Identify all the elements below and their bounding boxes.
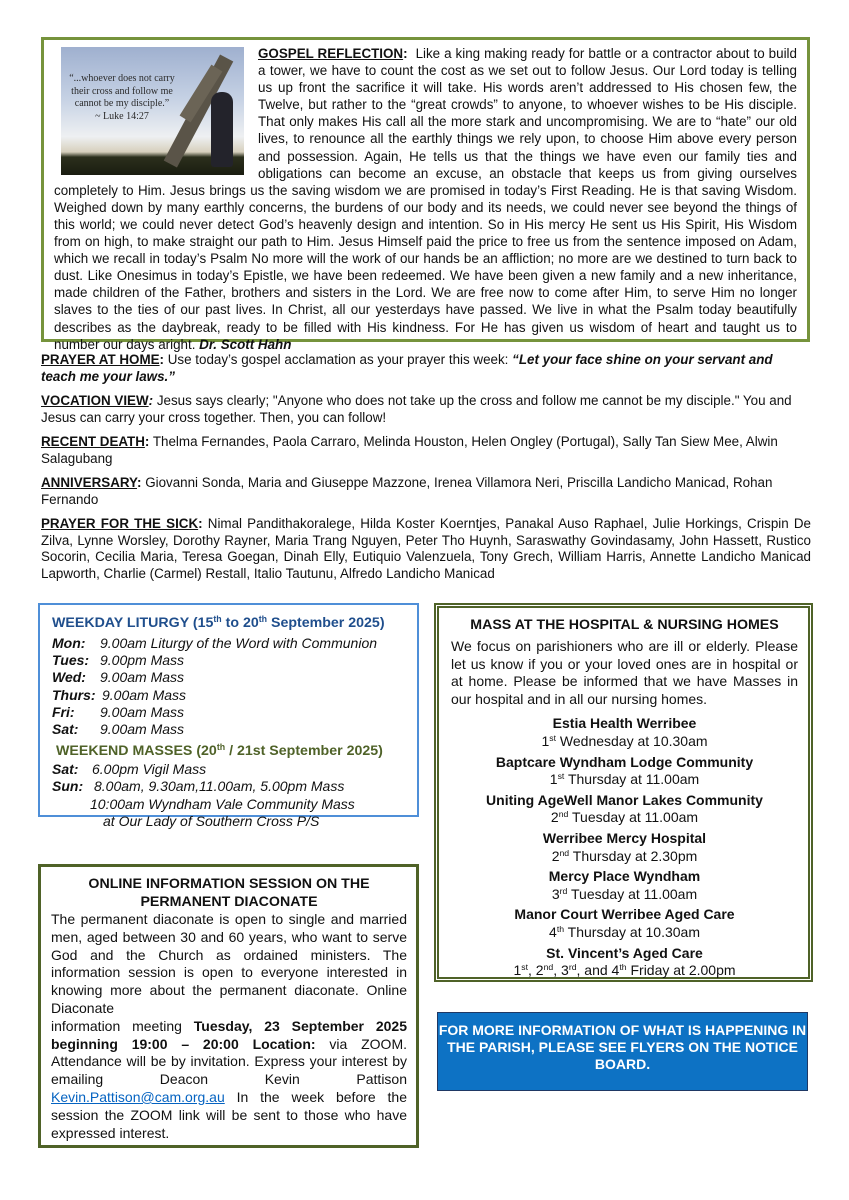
liturgy-row-fri xyxy=(52,704,407,721)
anniversary-heading: ANNIVERSARY xyxy=(41,475,137,490)
ordinal-suffix: rd xyxy=(559,885,568,896)
recent-death-notice xyxy=(41,434,811,467)
ordinal-suffix: rd xyxy=(568,962,577,973)
ordinal-suffix: st xyxy=(557,771,565,782)
diaconate-body xyxy=(51,911,407,1142)
ordinal-suffix: nd xyxy=(543,962,554,973)
liturgy-row-thurs xyxy=(52,687,407,704)
time-text: 9.00am Mass xyxy=(102,686,187,703)
weekend-masses-title xyxy=(56,742,407,760)
day-label: Tues: xyxy=(52,652,90,669)
title-sup: th xyxy=(213,614,222,625)
hospital-place xyxy=(451,830,798,865)
diaconate-date: Tuesday, 23 September 2025 beginning 19:00 – 20:00 xyxy=(51,1017,407,1052)
time-text: 9.00pm Mass xyxy=(100,652,185,669)
ordinal-suffix: st xyxy=(521,962,528,973)
hospital-place xyxy=(451,715,798,750)
title-part: WEEKDAY LITURGY (15 xyxy=(52,615,214,631)
ordinal: , 3 xyxy=(553,962,569,979)
weekend-row-sat xyxy=(52,761,407,778)
weekday-liturgy-box xyxy=(38,603,419,829)
ordinal: , 2 xyxy=(528,962,544,979)
place-schedule: Thursday at 10.30am xyxy=(564,923,700,940)
time-text: 6.00pm Vigil Mass xyxy=(92,761,207,778)
prayer-at-home-heading: PRAYER AT HOME xyxy=(41,352,160,367)
day-label: Mon: xyxy=(52,635,86,651)
ordinal-suffix: th xyxy=(619,962,627,973)
title-part: WEEKEND MASSES (20 xyxy=(56,743,217,760)
place-name: Uniting AgeWell Manor Lakes Community xyxy=(486,791,763,808)
prayer-at-home-notice xyxy=(41,352,811,385)
place-schedule: Tuesday at 11.00am xyxy=(567,885,698,902)
hospital-intro: We focus on parishioners who are ill or elderly. Please let us know if you or your loved ones are in hospital or at home. Please be informed that we have Masses in our hospital and in all our nursing homes. xyxy=(451,638,798,707)
place-name: Werribee Mercy Hospital xyxy=(542,829,707,846)
time-text: 9.00am Mass xyxy=(100,669,185,686)
hospital-place xyxy=(451,868,798,903)
title-part: / 21st September 2025) xyxy=(225,743,383,760)
prayer-for-sick-notice xyxy=(41,516,811,582)
hospital-masses-box xyxy=(434,603,813,982)
gospel-reflection-author: Dr. Scott Hahn xyxy=(199,336,292,352)
ordinal: 1 xyxy=(549,771,558,788)
place-schedule: Tuesday at 11.00am xyxy=(568,809,699,826)
prayer-for-sick-text: Nimal Pandithakoralege, Hilda Koster Koerntjes, Panakal Auso Raphael, Julie Horkings, Crispin De Zilva, Lynne Worsley, Dorothy Rayner, Maria Trang Nguyen, Peter Tho Huynh, Saraswathy Govindasamy, John Hassett, Rustico Socorin, Cecilia Maria, Teresa Goegan, Dinah Elly, Eutiquio Valenzuela, Tony Grech, William Harris, Annette Landicho Manicad Lapworth, Charlie (Carmel) Restall, Italio Tautunu, Alfredo Landicho Manicad xyxy=(41,516,811,581)
place-schedule: Thursday at 11.00am xyxy=(564,771,700,788)
ordinal: 2 xyxy=(550,809,559,826)
gospel-reflection-body: Like a king making ready for battle or a contractor about to build a tower, we have to count the cost as we set out to follow Jesus. Our Lord today is telling us up front the sacrifice it will take. His words aren’t addressed to His chosen few, the Twelve, but rather to the “great crowds” to anyone, to whoever wishes to be His disciple. That only makes His call all the more stark and uncompromising. We are to “hate” our old lives, to renounce all the earthly things we rely upon, to choose Him above every person and possession. Again, He tells us that the things we have even our family ties and obligations can become an excuse, an obstacle that keeps us from giving ourselves completely to Him. Jesus brings us the saving wisdom we are promised in today’s First Reading. He is that saving Wisdom. Weighed down by many earthly concerns, the burdens of our body and its needs, we could never see beyond the things of this world; we could never detect God’s heavenly design and intention. So in His mercy He sent us His Spirit, His Wisdom from on high, to make straight our path to Him. Jesus Himself paid the price to free us from the sentence imposed on Adam, which we recall in today’s Psalm No more will the work of our hands be an affliction; no more are we destined to turn back to dust. Like Onesimus in today’s Epistle, we have been redeemed. We have been given a new family and a new inheritance, made children of the Father, brothers and sisters in the Lord. We are free now to come after Him, to serve Him no longer slaves to the ties of our past lives. In Christ, all our yesterdays have passed. We live in what the Psalm today beautifully describes as the daybreak, ready to be filled with His kindness. For He has given us wisdom of heart and taught us to number our days aright. xyxy=(54,46,797,352)
title-sup: th xyxy=(258,614,268,625)
image-citation: ~ Luke 14:27 xyxy=(95,110,149,122)
hospital-title: MASS AT THE HOSPITAL & NURSING HOMES xyxy=(470,617,779,633)
day-label: Sat: xyxy=(52,761,79,778)
ordinal-suffix: nd xyxy=(559,847,570,858)
banner-text: FOR MORE INFORMATION OF WHAT IS HAPPENING IN THE PARISH, PLEASE SEE FLYERS ON THE NOTICE BOARD. xyxy=(438,1022,807,1072)
day-label: Fri: xyxy=(52,703,75,720)
title-part: to 20 xyxy=(221,615,259,631)
vocation-view-heading: VOCATION VIEW xyxy=(41,393,149,408)
diaconate-location-label: Location: xyxy=(252,1035,316,1052)
ordinal-suffix: nd xyxy=(558,809,569,820)
ordinal: 1 xyxy=(541,732,550,749)
time-text: 8.00am, 9.30am,11.00am, 5.00pm Mass xyxy=(94,778,345,795)
day-label: Wed: xyxy=(52,669,86,686)
ordinal-suffix: th xyxy=(556,924,565,935)
time-text: 9.00am Liturgy of the Word with Communion xyxy=(100,635,378,651)
weekend-row-sun xyxy=(52,778,407,795)
prayer-at-home-quote: “Let your face shine on your servant and teach me your laws.” xyxy=(41,352,773,384)
vocation-view-notice xyxy=(41,393,811,426)
day-label: Sat: xyxy=(52,721,79,738)
diaconate-closing: In the week before the session the ZOOM link will be sent to those who have expressed interest. xyxy=(51,1088,407,1141)
ordinal: , and 4 xyxy=(576,962,620,979)
recent-death-text: Thelma Fernandes, Paola Carraro, Melinda Houston, Helen Ongley (Portugal), Sally Tan Siew Mee, Alwin Salagubang xyxy=(41,434,778,466)
weekend-row-extra-2: at Our Lady of Southern Cross P/S xyxy=(103,812,320,829)
heading-colon: : xyxy=(198,516,203,531)
figure-silhouette xyxy=(211,92,233,167)
day-label: Thurs: xyxy=(52,686,96,703)
gospel-reflection-box xyxy=(41,37,810,352)
place-name: Manor Court Werribee Aged Care xyxy=(514,906,735,923)
place-name: Baptcare Wyndham Lodge Community xyxy=(495,753,754,770)
place-schedule: Wednesday at 10.30am xyxy=(556,732,708,749)
diaconate-meeting-label: information meeting xyxy=(51,1017,194,1034)
heading-colon: : xyxy=(136,475,142,490)
time-text: 9.00am Mass xyxy=(100,703,185,720)
place-schedule: Friday at 2.00pm xyxy=(626,962,736,979)
hospital-place xyxy=(451,945,798,980)
diaconate-intro: The permanent diaconate is open to single and married men, aged between 30 and 60 years, who want to serve God and the Church as ordained ministers. The information session is open to everyone interested in knowing more about the permanent diaconate. Online Diaconate xyxy=(51,911,407,1016)
heading-colon: : xyxy=(159,352,165,367)
liturgy-row-mon xyxy=(52,635,407,652)
anniversary-notice xyxy=(41,475,811,508)
notices-section xyxy=(41,352,811,590)
prayer-at-home-text: Use today’s gospel acclamation as your prayer this week: xyxy=(167,352,509,367)
ordinal: 4 xyxy=(549,923,557,940)
parish-info-banner xyxy=(437,1012,808,1091)
prayer-for-sick-heading: PRAYER FOR THE SICK xyxy=(41,516,199,531)
diaconate-email-link[interactable]: Kevin.Pattison@cam.org.au xyxy=(51,1088,225,1105)
title-part: September 2025) xyxy=(267,615,385,631)
liturgy-row-wed xyxy=(52,669,407,686)
image-quote: “...whoever does not carry their cross and follow me cannot be my disciple.” ~ Luke 14:27 xyxy=(69,73,175,122)
ordinal: 3 xyxy=(551,885,560,902)
anniversary-text: Giovanni Sonda, Maria and Giuseppe Mazzone, Irenea Villamora Neri, Priscilla Landicho Manicad, Rohan Fernando xyxy=(41,475,773,507)
hospital-place xyxy=(451,906,798,941)
liturgy-row-sat xyxy=(52,721,407,738)
place-name: Estia Health Werribee xyxy=(552,715,697,732)
place-schedule: Thursday at 2.30pm xyxy=(569,847,698,864)
day-label: Sun: xyxy=(52,778,84,795)
diaconate-title: ONLINE INFORMATION SESSION ON THE PERMANENT DIACONATE xyxy=(88,876,370,910)
heading-colon: : xyxy=(144,434,150,449)
diaconate-location: via ZOOM. Attendance will be by invitation. Express your interest by emailing Deacon Kevin Pattison xyxy=(51,1035,408,1088)
place-name: St. Vincent’s Aged Care xyxy=(546,944,703,961)
liturgy-row-tues xyxy=(52,652,407,669)
title-sup: th xyxy=(216,742,226,753)
ordinal: 2 xyxy=(551,847,560,864)
ordinal-suffix: st xyxy=(549,733,557,744)
vocation-view-text: Jesus says clearly; "Anyone who does not take up the cross and follow me cannot be my disciple." You and Jesus can carry your cross together. Then, you can follow! xyxy=(41,393,792,425)
weekend-row-extra-1: 10:00am Wyndham Vale Community Mass xyxy=(90,795,355,812)
diaconate-session-box xyxy=(38,864,419,1148)
place-name: Mercy Place Wyndham xyxy=(548,868,701,885)
ordinal: 1 xyxy=(513,962,522,979)
heading-colon: : xyxy=(403,46,412,61)
weekday-liturgy-title xyxy=(52,614,407,632)
cross-bearer-image xyxy=(61,47,244,175)
time-text: 9.00am Mass xyxy=(100,721,185,738)
hospital-place xyxy=(451,792,798,827)
recent-death-heading: RECENT DEATH xyxy=(41,434,145,449)
gospel-reflection-heading: GOSPEL REFLECTION xyxy=(258,46,404,61)
hospital-place xyxy=(451,754,798,789)
heading-colon: : xyxy=(148,393,154,408)
